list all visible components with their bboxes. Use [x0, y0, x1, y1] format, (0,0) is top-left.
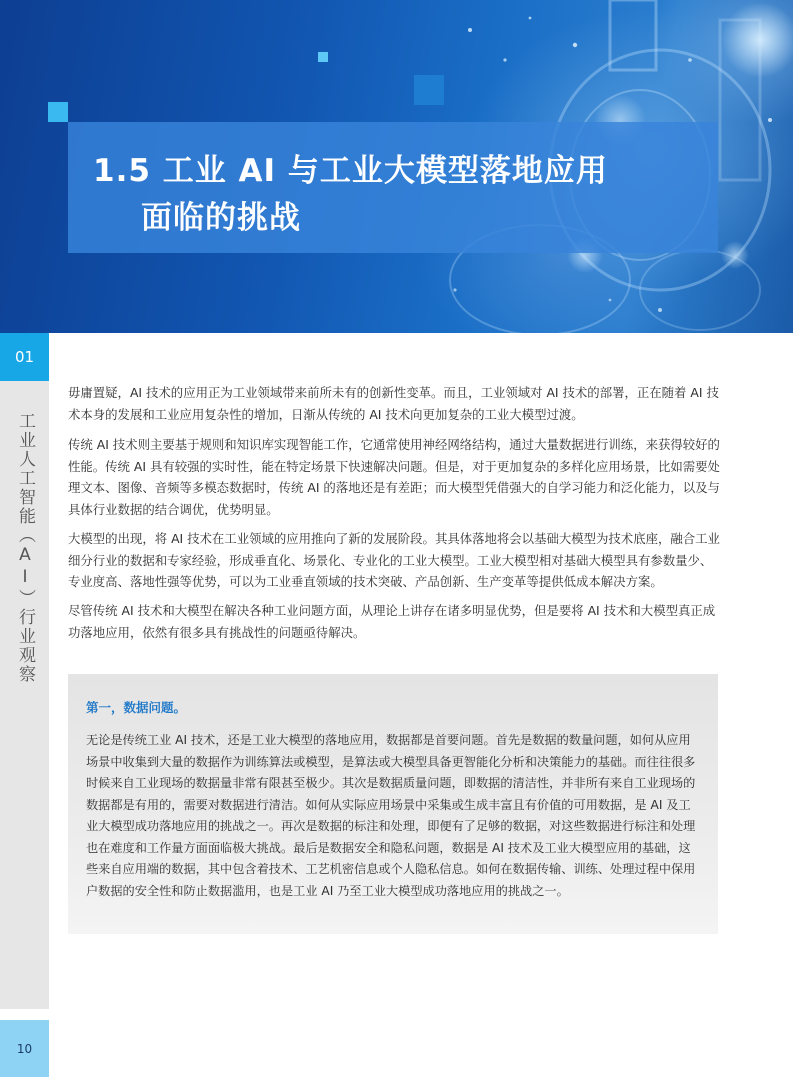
hero-banner: [0, 0, 793, 333]
paragraph-traditional-ai: 传统 AI 技术则主要基于规则和知识库实现智能工作，它通常使用神经网络结构，通过大量数据进行训练，来获得较好的性能。传统 AI 具有较强的实时性，能在特定场景下快速解决问题。但是，对于更加复杂的多样化应用场景，比如需要处理文本、图像、音频等多模态数据时，传统 AI 的落地还是有差距；而大模型凭借强大的自学习能力和泛化能力，以及与具体行业数据的结合调优，优势明显。: [68, 437, 720, 517]
paragraph-large-models: 大模型的出现，将 AI 技术在工业领域的应用推向了新的发展阶段。其具体落地将会以基础大模型为技术底座，融合工业细分行业的数据和专家经验，形成垂直化、场景化、专业化的工业大模型。工业大模型相对基础大模型具有参数量少、专业度高、落地性强等优势，可以为工业垂直领域的技术突破、产品创新、生产变革等提供低成本解决方案。: [68, 531, 720, 589]
chapter-number: 01: [0, 333, 49, 381]
decorative-square: [414, 75, 444, 105]
page-number: 10: [0, 1020, 49, 1077]
callout-body: 无论是传统工业 AI 技术，还是工业大模型的落地应用，数据都是首要问题。首先是数据的数量问题，如何从应用场景中收集到大量的数据作为训练算法或模型，是算法或大模型具备更智能化分析和决策能力的基础。而往往很多时候来自工业现场的数据量非常有限甚至极少。其次是数据质量问题，即数据的清洁性，并非所有来自工业现场的数据都是有用的，需要对数据进行清洁。如何从实际应用场景中采集或生成丰富且有价值的可用数据，是 AI 及工业大模型成功落地应用的挑战之一。再次是数据的标注和处理，即便有了足够的数据，对这些数据进行标注和处理也在难度和工作量方面面临极大挑战。最后是数据安全和隐私问题，数据是 AI 技术及工业大模型应用的基础，这些来自应用端的数据，其中包含着技术、工艺机密信息或个人隐私信息。如何在数据传输、训练、处理过程中保用户数据的安全性和防止数据滥用，也是工业 AI 乃至工业大模型成功落地应用的挑战之一。: [86, 733, 696, 898]
callout-heading: 第一，数据问题。: [86, 700, 187, 715]
report-title-vertical: 工业人工智能（AI）行业观察: [15, 412, 35, 684]
decorative-square: [318, 52, 328, 62]
paragraph-challenges: 尽管传统 AI 技术和大模型在解决各种工业问题方面，从理论上讲存在诸多明显优势，但是要将 AI 技术和大模型真正成功落地应用，依然有很多具有挑战性的问题亟待解决。: [68, 603, 716, 640]
section-title-line-1: 1.5 工业 AI 与工业大模型落地应用: [93, 153, 608, 189]
callout-box: [68, 674, 718, 934]
section-title-line-2: 面临的挑战: [141, 200, 301, 236]
decorative-square: [48, 102, 68, 122]
paragraph-intro: 毋庸置疑，AI 技术的应用正为工业领域带来前所未有的创新性变革。而且，工业领域对 AI 技术的部署，正在随着 AI 技术本身的发展和工业应用复杂性的增加，日渐从传统的 AI 技术向更加复杂的工业大模型过渡。: [68, 385, 719, 422]
